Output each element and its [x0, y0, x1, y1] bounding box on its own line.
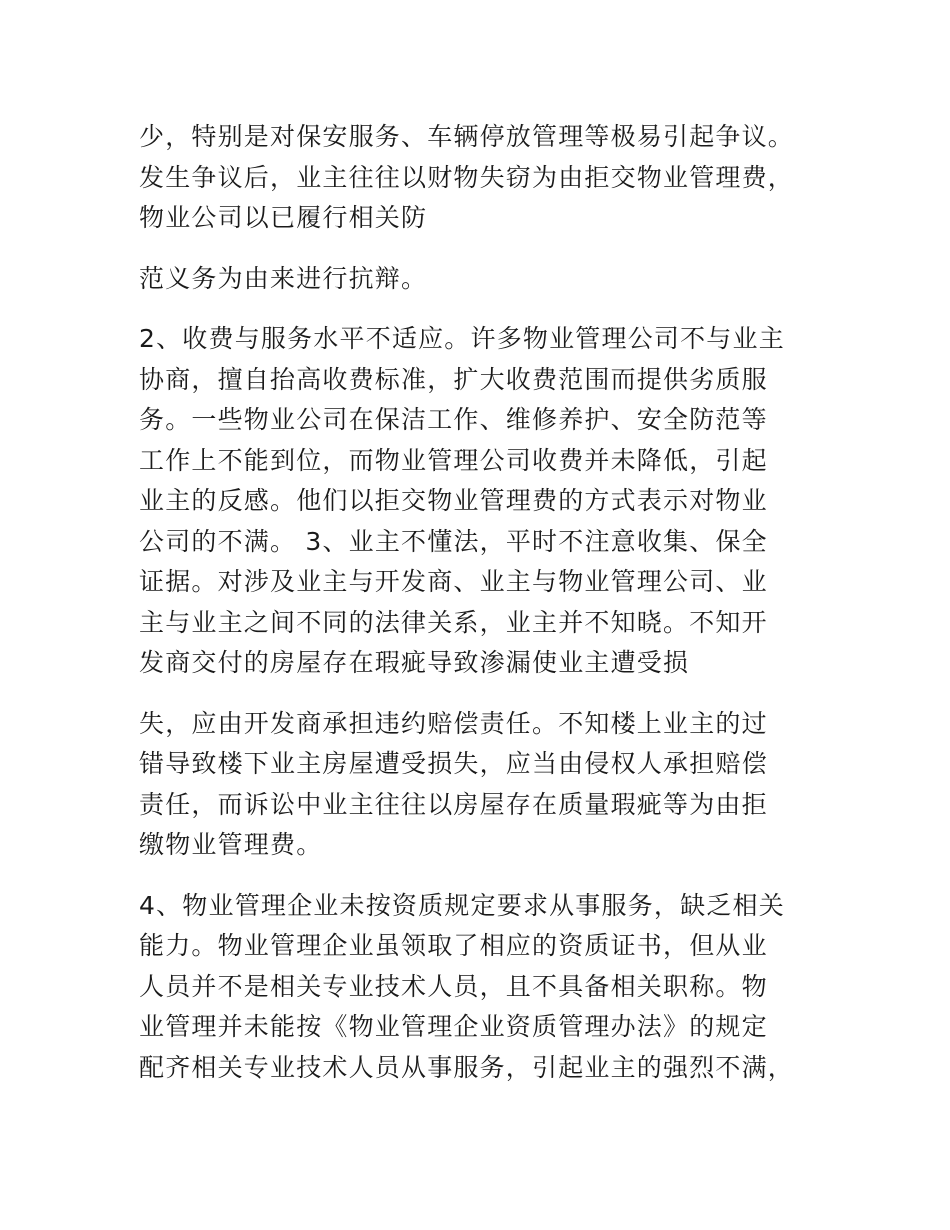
text-line: 人员并不是相关专业技术人员，且不具备相关职称。物	[139, 971, 768, 1001]
text-line: 协商，擅自抬高收费标准，扩大收费范围而提供劣质服	[139, 364, 768, 394]
paragraph-3	[139, 319, 811, 684]
text-line: 发商交付的房屋存在瑕疵导致渗漏使业主遭受损	[139, 648, 690, 677]
text-line: 责任，而诉讼中业主往往以房屋存在质量瑕疵等为由拒	[139, 789, 768, 819]
text-line: 范义务为由来进行抗辩。	[139, 263, 428, 293]
document-body	[139, 117, 811, 1088]
paragraph-5	[139, 886, 811, 1089]
paragraph-gap	[139, 239, 811, 259]
paragraph-gap	[139, 299, 811, 319]
paragraph-1	[139, 117, 811, 239]
text-line: 主与业主之间不同的法律关系，业主并不知晓。不知开	[139, 607, 768, 637]
text-line: 能力。物业管理企业虽领取了相应的资质证书，但从业	[139, 931, 768, 960]
text-line: 业主的反感。他们以拒交物业管理费的方式表示对物业	[139, 486, 768, 515]
text-line: 工作上不能到位，而物业管理公司收费并未降低，引起	[139, 445, 768, 475]
text-line: 证据。对涉及业主与开发商、业主与物业管理公司、业	[139, 567, 768, 596]
text-line: 2、收费与服务水平不适应。许多物业管理公司不与业主	[139, 324, 785, 353]
text-line: 公司的不满。 3、业主不懂法，平时不注意收集、保全	[139, 526, 768, 556]
paragraph-gap	[139, 866, 811, 886]
text-line: 少，特别是对保安服务、车辆停放管理等极易引起争议。	[139, 122, 795, 151]
text-line: 4、物业管理企业未按资质规定要求从事服务，缺乏相关	[139, 890, 785, 920]
paragraph-gap	[139, 684, 811, 704]
paragraph-2	[139, 259, 811, 300]
paragraph-4	[139, 704, 811, 866]
text-line: 发生争议后，业主往往以财物失窃为由拒交物业管理费，	[139, 162, 795, 192]
text-line: 缴物业管理费。	[139, 830, 323, 859]
text-line: 失，应由开发商承担违约赔偿责任。不知楼上业主的过	[139, 708, 768, 738]
text-line: 业管理并未能按《物业管理企业资质管理办法》的规定	[139, 1012, 768, 1041]
text-line: 错导致楼下业主房屋遭受损失，应当由侵权人承担赔偿	[139, 749, 768, 778]
text-line: 物业公司以已履行相关防	[139, 203, 428, 232]
text-line: 配齐相关专业技术人员从事服务，引起业主的强烈不满，	[139, 1052, 795, 1082]
text-line: 务。一些物业公司在保洁工作、维修养护、安全防范等	[139, 405, 768, 434]
